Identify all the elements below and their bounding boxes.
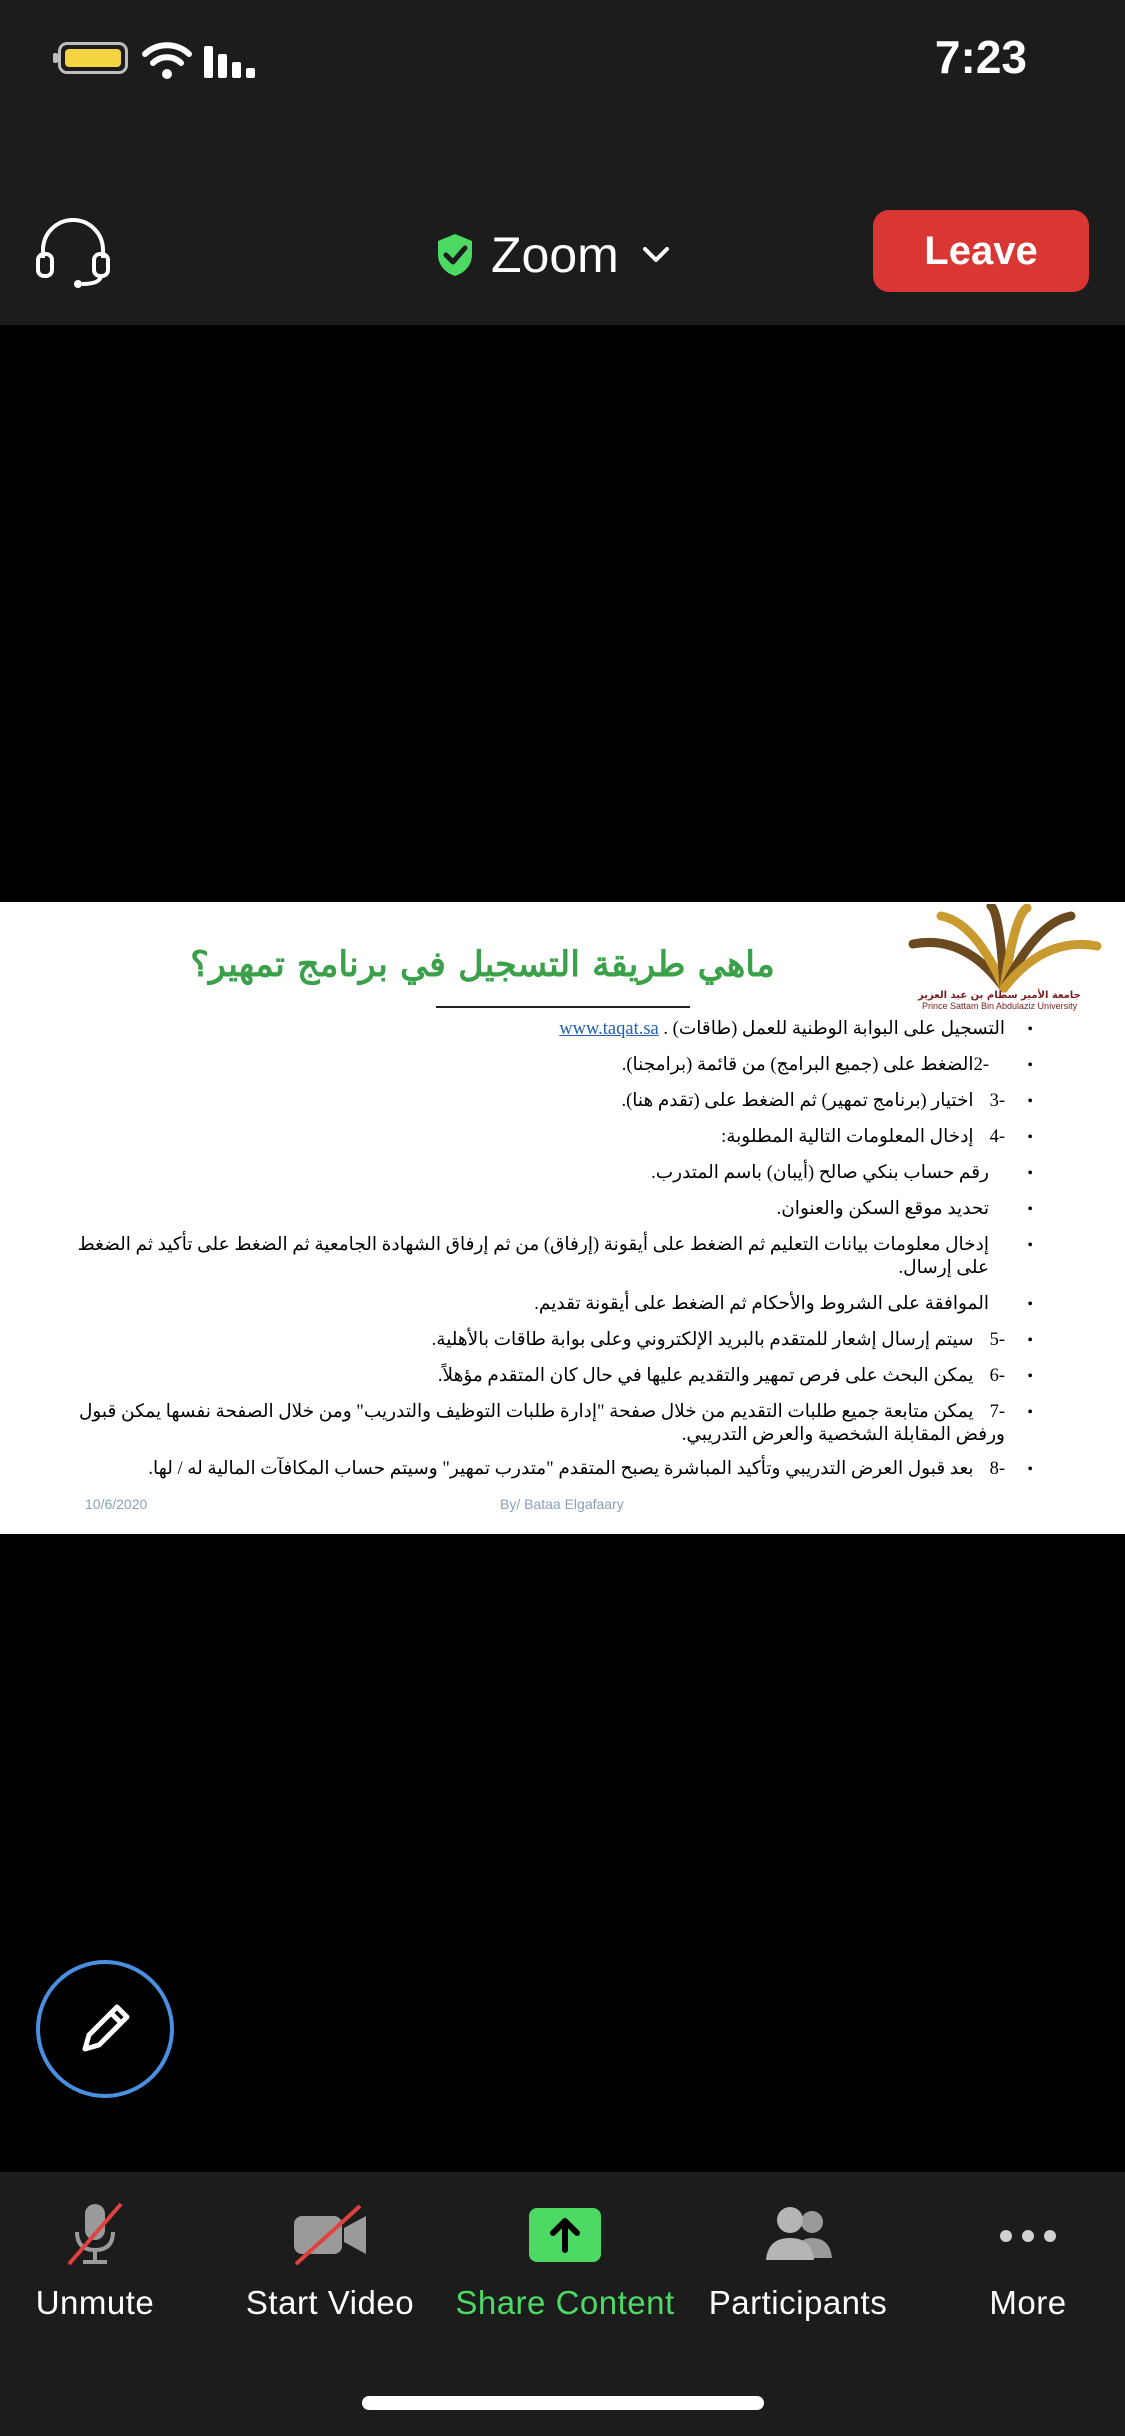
list-item: • -4إدخال المعلومات التالية المطلوبة: <box>721 1127 1033 1147</box>
video-off-icon <box>290 2202 370 2266</box>
status-time: 7:23 <box>934 31 1027 83</box>
participants-label: Participants <box>708 2284 888 2321</box>
mic-muted-icon <box>55 2202 135 2266</box>
taqat-link[interactable]: www.taqat.sa <box>559 1019 659 1039</box>
list-item: • -6يمكن البحث على فرص تمهير والتقديم عليها في حال كان المتقدم مؤهلاً. <box>437 1366 1033 1386</box>
list-item: • -7يمكن متابعة جميع طلبات التقديم من خلال صفحة "إدارة طلبات التوظيف والتدريب" ومن خلال الصفحة نفسها يمكن قبول ورفض المقابلة الشخصية والعرض التدريبي. <box>78 1402 1033 1445</box>
start-video-label: Start Video <box>245 2284 415 2321</box>
more-icon <box>988 2202 1068 2266</box>
participants-icon <box>758 2202 838 2266</box>
headset-icon[interactable] <box>34 218 112 288</box>
list-item: • الموافقة على الشروط والأحكام ثم الضغط على أيقونة تقديم. <box>534 1294 1033 1314</box>
wifi-icon <box>142 40 192 80</box>
list-item: • إدخال معلومات بيانات التعليم ثم الضغط على أيقونة (إرفاق) من ثم إرفاق الشهادة الجامعية ثم الضغط على تأكيد ثم الضغط على إرسال. <box>77 1235 1033 1278</box>
share-content-button[interactable] <box>455 2202 675 2322</box>
annotate-button[interactable] <box>36 1960 174 2098</box>
slide-title: ماهي طريقة التسجيل في برنامج تمهير؟ <box>190 944 775 985</box>
slide-author: By/ Bataa Elgafaary <box>500 1496 624 1512</box>
shield-check-icon <box>435 232 475 278</box>
leave-button[interactable]: Leave <box>873 210 1089 292</box>
slide-body <box>72 1012 1039 1481</box>
slide-date: 10/6/2020 <box>85 1496 148 1512</box>
meeting-title-dropdown[interactable] <box>435 220 671 290</box>
logo-english-text: Prince Sattam Bin Abdulaziz University <box>922 1001 1078 1011</box>
list-item: • -8بعد قبول العرض التدريبي وتأكيد المباشرة يصبح المتقدم "متدرب تمهير" وسيتم حساب المكافآت المالية له / لها. <box>148 1459 1033 1479</box>
unmute-label: Unmute <box>35 2284 155 2321</box>
start-video-button[interactable] <box>220 2202 440 2322</box>
list-item: • -2الضغط على (جميع البرامج) من قائمة (برامجنا). <box>621 1055 1033 1075</box>
list-item: • -5سيتم إرسال إشعار للمتقدم بالبريد الإلكتروني وعلى بوابة طاقات بالأهلية. <box>431 1330 1033 1350</box>
list-item: • رقم حساب بنكي صالح (أيبان) باسم المتدرب. <box>651 1163 1033 1183</box>
participants-button[interactable] <box>688 2202 908 2322</box>
home-indicator[interactable] <box>362 2396 764 2410</box>
list-item: • تحديد موقع السكن والعنوان. <box>776 1199 1033 1219</box>
title-underline <box>436 1006 690 1008</box>
top-bar <box>0 0 1125 325</box>
share-content-icon <box>525 2202 605 2266</box>
more-button[interactable] <box>918 2202 1125 2322</box>
cellular-signal-icon <box>204 40 260 78</box>
share-content-label: Share Content <box>455 2284 675 2321</box>
meeting-title: Zoom <box>491 227 619 283</box>
shared-screen[interactable] <box>0 902 1125 1534</box>
chevron-down-icon <box>641 244 671 266</box>
battery-icon <box>58 42 128 74</box>
logo-arabic-text: جامعة الأمير سطام بن عبد العزيز <box>918 990 1081 1001</box>
list-item: • التسجيل على البوابة الوطنية للعمل (طاقات) . www.taqat.sa <box>559 1019 1033 1039</box>
pencil-icon <box>73 1997 137 2061</box>
more-label: More <box>989 2284 1067 2321</box>
unmute-button[interactable] <box>0 2202 205 2322</box>
list-item: • -3اختيار (برنامج تمهير) ثم الضغط على (تقدم هنا). <box>621 1091 1033 1111</box>
